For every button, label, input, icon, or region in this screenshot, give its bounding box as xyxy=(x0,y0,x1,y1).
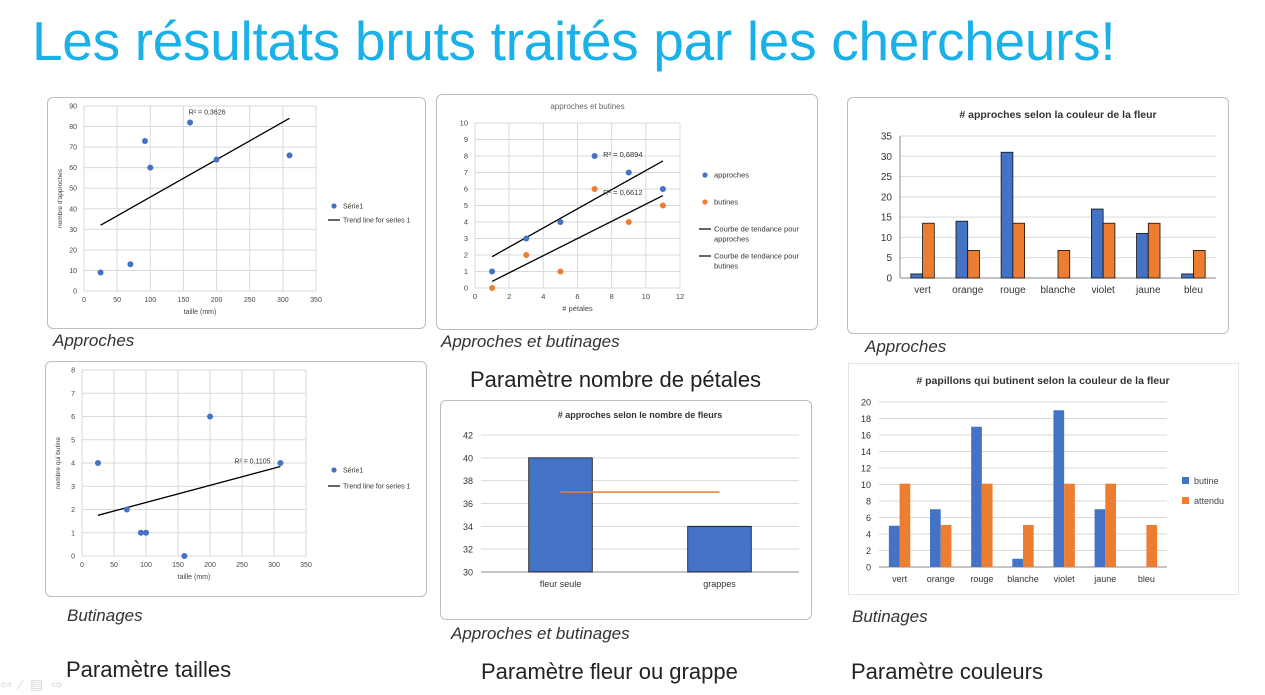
y-tick-label: 0 xyxy=(865,562,871,573)
chart-title: # approches selon le nombre de fleurs xyxy=(557,410,723,420)
caption-butine-couleur: Butinages xyxy=(852,607,928,626)
legend-label: butines xyxy=(714,261,739,271)
y-tick-label: 50 xyxy=(69,185,77,193)
x-tick-label: 150 xyxy=(177,297,190,304)
y-tick-label: 10 xyxy=(860,480,871,490)
data-point xyxy=(286,152,292,158)
data-point xyxy=(187,119,193,125)
data-point xyxy=(557,269,563,275)
x-tick-label: rouge xyxy=(970,574,994,584)
y-tick-label: 9 xyxy=(463,135,468,144)
r-squared-label: R² = 0,6894 xyxy=(603,149,643,159)
bar xyxy=(1001,152,1013,278)
bar xyxy=(971,427,982,567)
x-tick-label: 2 xyxy=(507,292,512,301)
x-tick-label: fleur seule xyxy=(539,579,582,589)
x-tick-label: 350 xyxy=(310,297,322,304)
bar xyxy=(1193,250,1205,278)
data-point xyxy=(124,507,130,513)
data-point xyxy=(626,219,632,225)
x-tick-label: bleu xyxy=(1183,285,1203,296)
bar xyxy=(911,274,923,278)
caption-approches-couleur: Approches xyxy=(865,337,947,356)
bar xyxy=(1064,484,1075,567)
chart-approches-taille xyxy=(48,98,425,328)
chart-butine-couleur xyxy=(849,364,1238,594)
y-tick-label: 10 xyxy=(69,267,77,275)
data-point xyxy=(95,460,101,466)
legend-label: Série1 xyxy=(343,203,364,211)
legend-label: attendu xyxy=(1194,496,1225,506)
y-tick-label: 42 xyxy=(462,430,473,441)
y-tick-label: 90 xyxy=(69,103,77,111)
bar xyxy=(1137,233,1149,278)
x-tick-label: vert xyxy=(892,574,908,584)
legend-label: approches xyxy=(714,234,750,244)
data-point xyxy=(98,270,104,276)
bar xyxy=(982,484,993,567)
x-tick-label: 100 xyxy=(140,562,152,569)
legend-label: Série1 xyxy=(343,467,364,475)
data-point xyxy=(207,414,213,420)
data-point xyxy=(626,170,632,176)
data-point xyxy=(142,138,148,144)
chart-butine-taille xyxy=(46,362,426,596)
y-tick-label: 80 xyxy=(69,124,77,132)
y-tick-label: 4 xyxy=(865,529,871,540)
bar xyxy=(1146,525,1157,567)
y-tick-label: 40 xyxy=(69,206,77,214)
y-tick-label: 70 xyxy=(69,144,77,152)
x-tick-label: blanche xyxy=(1040,285,1076,296)
x-tick-label: 4 xyxy=(541,292,546,301)
bar xyxy=(1095,509,1106,567)
y-tick-label: 30 xyxy=(69,226,77,234)
data-point xyxy=(660,203,666,209)
data-point xyxy=(489,285,495,291)
bar xyxy=(1105,484,1116,567)
bar xyxy=(930,509,941,567)
x-tick-label: 350 xyxy=(300,562,312,569)
y-tick-label: 10 xyxy=(880,232,892,244)
y-tick-label: 4 xyxy=(463,217,468,227)
y-tick-label: 5 xyxy=(463,201,468,210)
bar xyxy=(968,250,980,278)
x-tick-label: 8 xyxy=(609,292,614,301)
x-tick-label: 0 xyxy=(80,562,84,569)
x-tick-label: orange xyxy=(926,574,955,584)
bar xyxy=(1148,223,1160,278)
legend-label: Trend line for series 1 xyxy=(343,483,411,491)
data-point xyxy=(181,553,187,559)
y-tick-label: 30 xyxy=(462,567,473,578)
slide-controls-icon[interactable]: ⇦⁄▤⇨ xyxy=(0,676,72,692)
x-tick-label: 300 xyxy=(268,562,280,569)
data-point xyxy=(214,156,220,162)
data-point xyxy=(489,269,495,275)
data-point xyxy=(660,186,666,192)
chart-panel-fleur-grappe xyxy=(440,400,812,620)
data-point xyxy=(277,460,283,466)
x-axis-label: taille (mm) xyxy=(177,574,211,581)
x-tick-label: 50 xyxy=(110,562,118,569)
y-tick-label: 2 xyxy=(71,507,75,514)
x-tick-label: 150 xyxy=(172,562,184,569)
chart-panel-approches-taille xyxy=(47,97,426,329)
legend-marker xyxy=(331,203,336,208)
r-squared-label: R² = 0,1105 xyxy=(234,458,271,466)
x-tick-label: jaune xyxy=(1094,574,1117,584)
y-tick-label: 36 xyxy=(462,499,473,509)
legend-marker xyxy=(702,172,707,177)
y-tick-label: 16 xyxy=(860,430,871,441)
bar xyxy=(900,484,911,567)
y-tick-label: 3 xyxy=(71,483,75,491)
data-point xyxy=(147,165,153,171)
legend-marker xyxy=(702,199,707,204)
x-tick-label: violet xyxy=(1053,574,1075,584)
chart-petales xyxy=(437,95,817,329)
x-tick-label: 0 xyxy=(82,297,86,304)
y-tick-label: 4 xyxy=(71,460,75,468)
x-tick-label: rouge xyxy=(1000,285,1026,296)
bar xyxy=(1012,559,1023,567)
y-tick-label: 2 xyxy=(865,546,871,556)
x-tick-label: 50 xyxy=(113,297,122,304)
y-tick-label: 35 xyxy=(880,131,892,143)
data-point xyxy=(127,261,133,267)
y-tick-label: 0 xyxy=(463,283,468,293)
bar xyxy=(889,526,900,567)
bar xyxy=(1023,525,1034,567)
y-tick-label: 5 xyxy=(886,253,892,265)
legend-label: Courbe de tendance pour xyxy=(714,251,800,261)
legend-label: butines xyxy=(714,197,739,207)
y-tick-label: 14 xyxy=(860,447,871,457)
chart-title: # approches selon la couleur de la fleur xyxy=(959,109,1157,121)
y-tick-label: 7 xyxy=(71,390,75,398)
bar xyxy=(688,526,752,572)
param-couleurs: Paramètre couleurs xyxy=(851,659,1043,684)
caption-fleur-grappe: Approches et butinages xyxy=(451,624,630,643)
y-tick-label: 6 xyxy=(71,414,75,421)
chart-approches-couleur xyxy=(848,98,1228,333)
x-tick-label: 0 xyxy=(472,292,478,301)
legend-label: butine xyxy=(1194,476,1219,486)
y-axis-label: nombre d'approches xyxy=(57,168,64,229)
r-squared-label: R² = 0,3626 xyxy=(188,109,226,117)
data-point xyxy=(592,186,598,192)
bar xyxy=(956,221,968,278)
chart-panel-petales xyxy=(436,94,818,330)
x-tick-label: 6 xyxy=(575,292,580,301)
data-point xyxy=(557,219,563,225)
x-tick-label: violet xyxy=(1091,285,1115,296)
data-point xyxy=(143,530,149,536)
x-tick-label: 300 xyxy=(277,297,289,304)
chart-title: # papillons qui butinent selon la couleur de la fleur xyxy=(916,375,1170,387)
y-tick-label: 30 xyxy=(880,151,892,163)
y-tick-label: 0 xyxy=(71,553,75,561)
y-tick-label: 1 xyxy=(463,267,468,276)
data-point xyxy=(138,530,144,536)
y-tick-label: 40 xyxy=(462,453,473,464)
x-tick-label: vert xyxy=(914,285,931,296)
param-nombre-petales: Paramètre nombre de pétales xyxy=(470,367,762,392)
x-tick-label: grappes xyxy=(703,579,736,589)
y-tick-label: 1 xyxy=(71,530,75,538)
x-axis-label: # pétales xyxy=(562,304,593,313)
y-axis-label: nombre qui butine xyxy=(55,436,62,490)
legend-label: Courbe de tendance pour xyxy=(714,224,800,234)
y-tick-label: 15 xyxy=(880,212,892,224)
y-tick-label: 3 xyxy=(463,234,468,243)
y-tick-label: 20 xyxy=(860,397,871,408)
chart-fleur-grappe xyxy=(441,401,811,619)
chart-title: approches et butines xyxy=(550,102,625,111)
caption-petales: Approches et butinages xyxy=(441,332,620,351)
bar xyxy=(923,223,935,278)
bar xyxy=(1013,223,1025,278)
y-tick-label: 38 xyxy=(462,476,473,487)
x-tick-label: 100 xyxy=(144,297,157,304)
bar xyxy=(1058,250,1070,278)
y-tick-label: 0 xyxy=(886,273,892,285)
y-tick-label: 5 xyxy=(71,437,75,445)
chart-panel-butine-taille xyxy=(45,361,427,597)
y-tick-label: 20 xyxy=(880,192,892,204)
x-tick-label: blanche xyxy=(1007,574,1039,584)
caption-approches-taille: Approches xyxy=(53,331,135,350)
r-squared-label: R² = 0,6612 xyxy=(603,187,643,197)
chart-panel-butine-couleur xyxy=(848,363,1239,595)
y-tick-label: 8 xyxy=(463,151,468,161)
y-tick-label: 25 xyxy=(880,172,892,184)
legend-marker xyxy=(1182,497,1189,504)
x-tick-label: orange xyxy=(952,285,984,296)
legend-marker xyxy=(331,467,336,472)
y-tick-label: 32 xyxy=(462,544,473,555)
bar xyxy=(529,458,593,572)
y-tick-label: 60 xyxy=(69,165,77,173)
bar xyxy=(1091,209,1103,278)
x-tick-label: 250 xyxy=(243,297,256,304)
x-tick-label: 200 xyxy=(204,562,216,569)
x-tick-label: 250 xyxy=(236,562,248,569)
data-point xyxy=(523,236,529,242)
legend-label: approches xyxy=(714,170,750,180)
slide-title: Les résultats bruts traités par les chercheurs! xyxy=(32,10,1116,72)
y-tick-label: 8 xyxy=(71,367,75,375)
x-tick-label: 12 xyxy=(675,292,685,301)
x-tick-label: 10 xyxy=(641,292,651,301)
y-tick-label: 20 xyxy=(69,247,77,255)
bar xyxy=(1103,223,1115,278)
y-tick-label: 7 xyxy=(463,168,468,177)
y-tick-label: 18 xyxy=(860,414,871,424)
y-tick-label: 6 xyxy=(463,184,468,194)
legend-marker xyxy=(1182,477,1189,484)
x-tick-label: 200 xyxy=(210,297,223,304)
bar xyxy=(1053,410,1064,567)
bar xyxy=(1182,274,1194,278)
data-point xyxy=(592,153,598,159)
legend-label: Trend line for series 1 xyxy=(343,217,411,225)
y-tick-label: 10 xyxy=(459,118,468,128)
y-tick-label: 0 xyxy=(73,288,77,296)
x-axis-label: taille (mm) xyxy=(183,309,217,316)
bar xyxy=(941,525,952,567)
y-tick-label: 8 xyxy=(865,496,871,507)
data-point xyxy=(523,252,529,258)
y-tick-label: 34 xyxy=(462,521,473,532)
y-tick-label: 2 xyxy=(463,250,468,260)
y-tick-label: 12 xyxy=(860,463,871,474)
chart-panel-approches-couleur xyxy=(847,97,1229,334)
param-tailles: Paramètre tailles xyxy=(66,657,232,682)
x-tick-label: bleu xyxy=(1137,574,1155,584)
param-fleur-grappe: Paramètre fleur ou grappe xyxy=(481,659,738,684)
x-tick-label: jaune xyxy=(1136,285,1161,296)
caption-butine-taille: Butinages xyxy=(67,606,143,625)
y-tick-label: 6 xyxy=(865,513,871,523)
